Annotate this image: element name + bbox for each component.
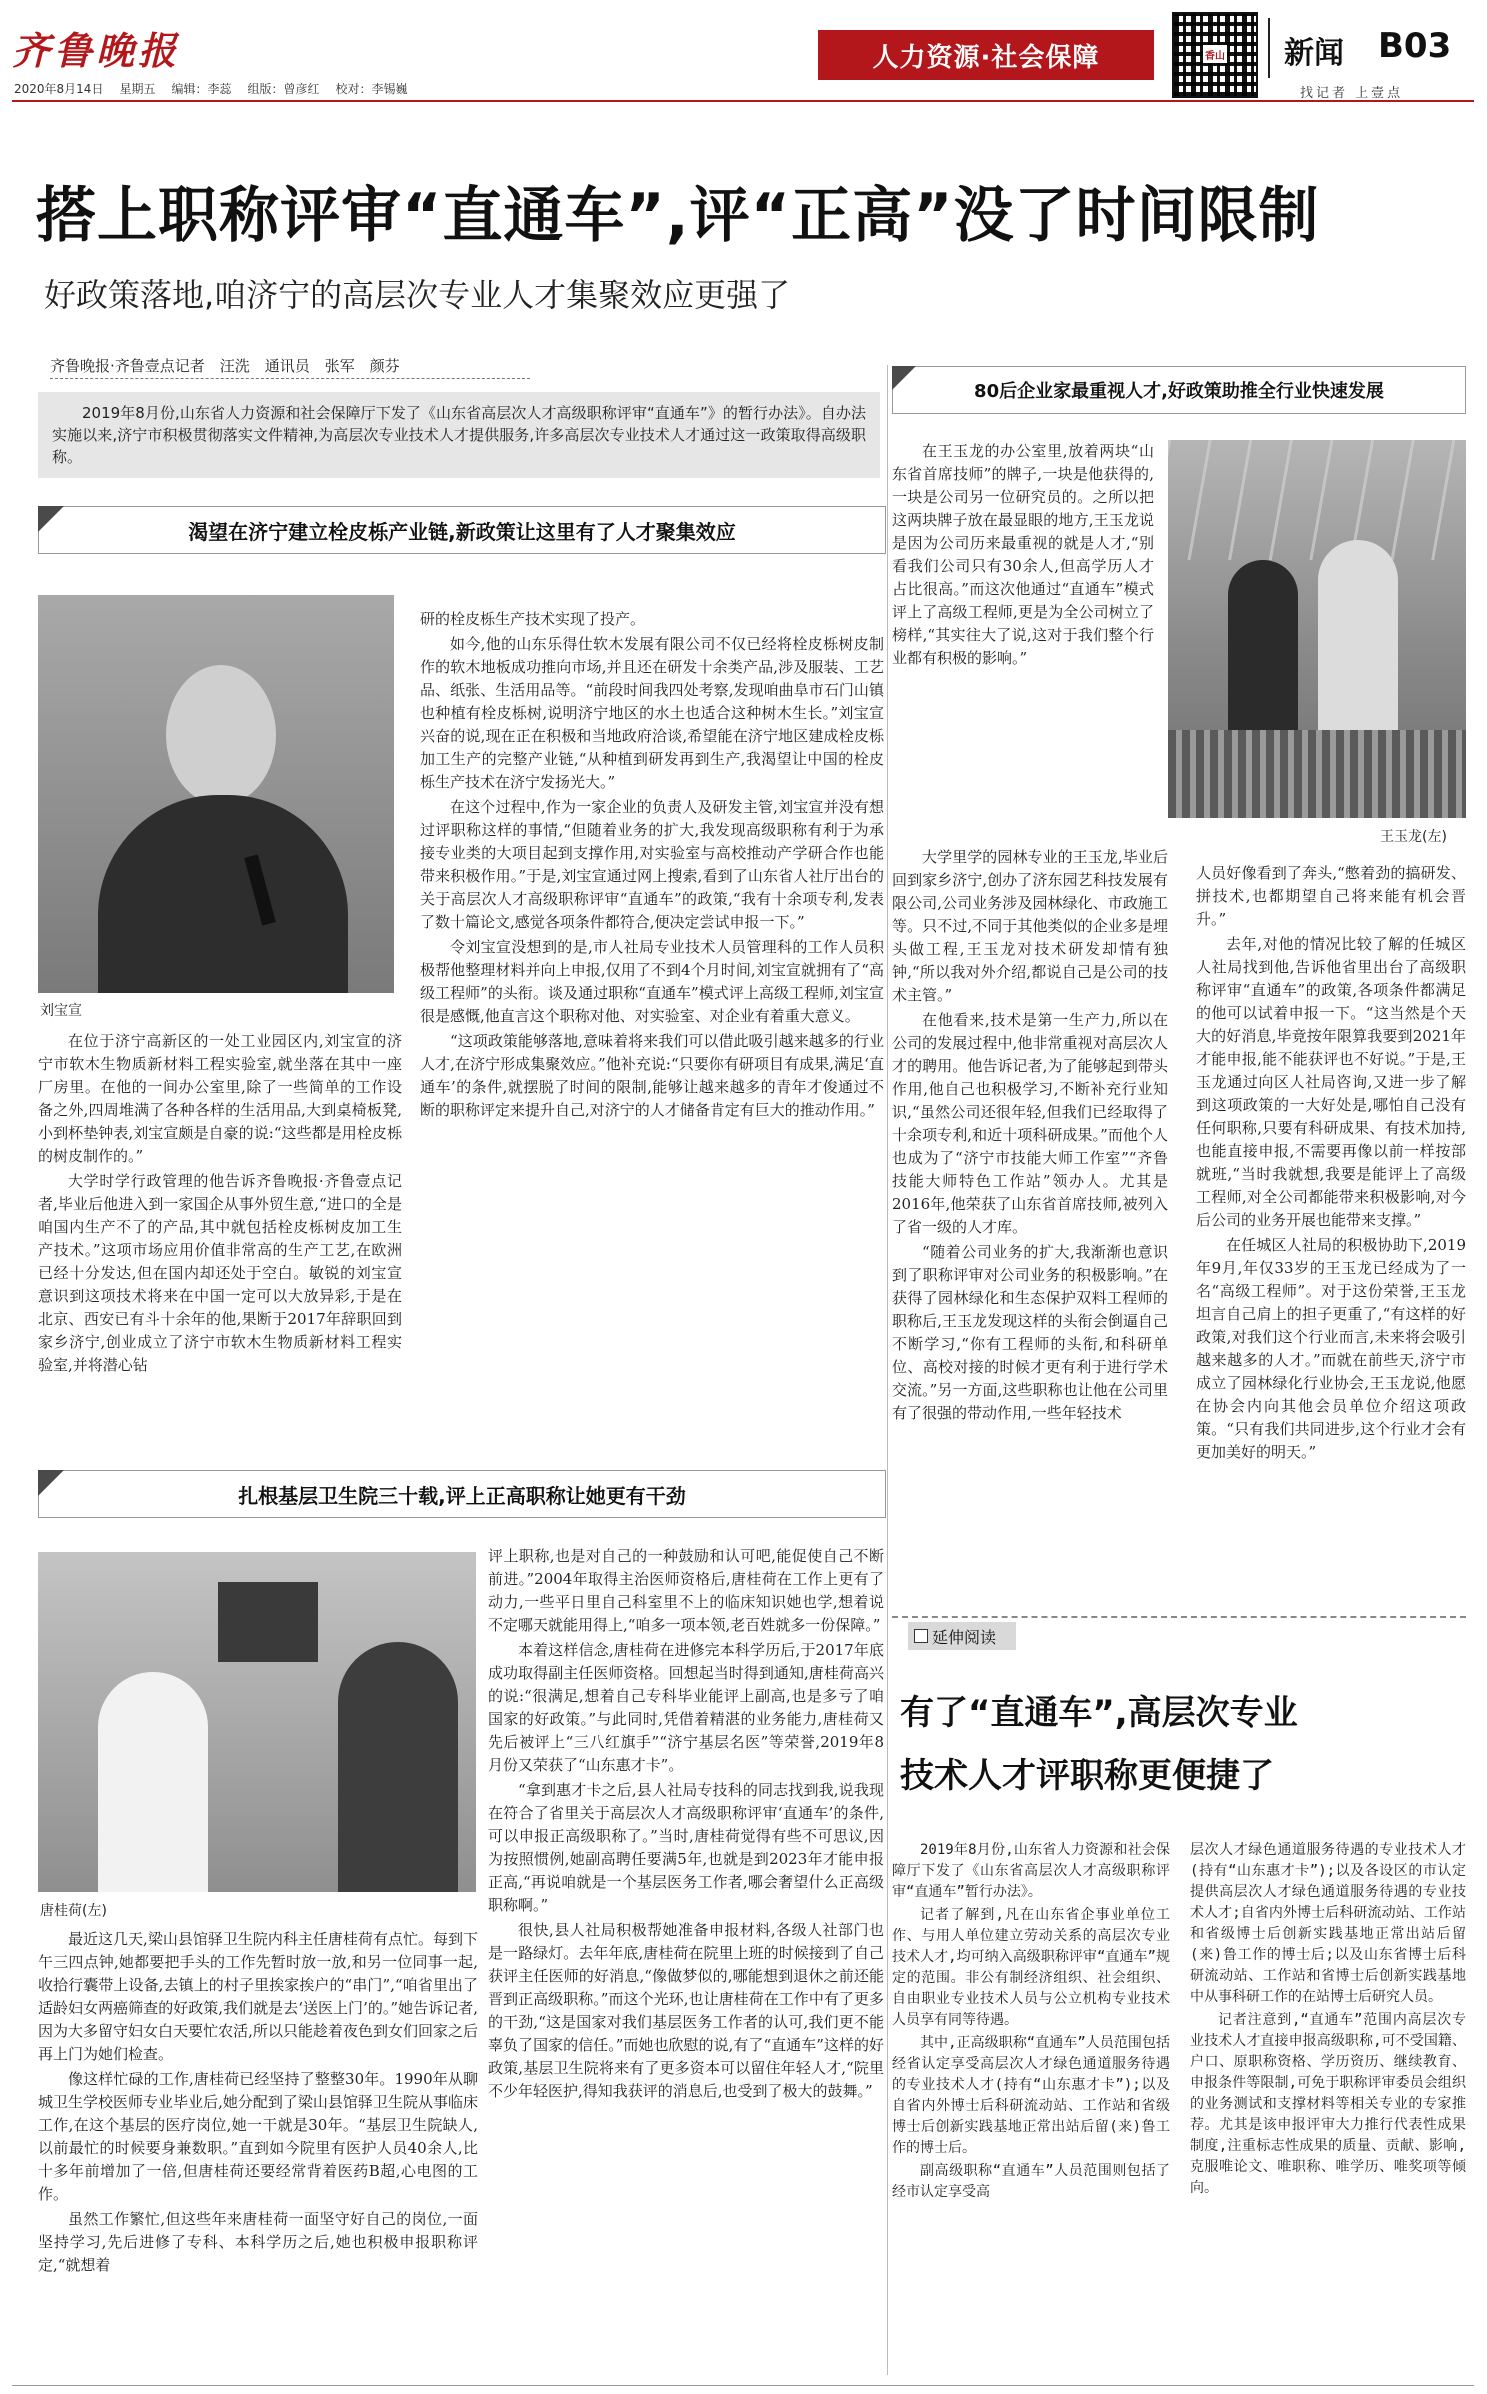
extended-reading-tag: [908, 1622, 1016, 1650]
sidebar-paragraph: 记者了解到,凡在山东省企事业单位工作、与用人单位建立劳动关系的高层次专业技术人才,均可纳入高级职称评审“直通车”规定的范围。非公有制经济组织、社会组织、自由职业专业技术人员与公立机构专业技术人员享有同等待遇。: [892, 1907, 1170, 2028]
sidebar-headline-line1: 有了“直通车”,高层次专业: [900, 1693, 1298, 1733]
section2-photo: [1168, 440, 1466, 818]
section3-photo-caption: 唐桂荷(左): [40, 1903, 107, 1919]
greenhouse-beams: [1168, 440, 1466, 560]
section2-paragraph: 在他看来,技术是第一生产力,所以在公司的发展过程中,他非常重视对高层次人才的聘用。他告诉记者,为了能够起到带头作用,他自己也积极学习,不断补充行业知识,“虽然公司还很年轻,但我们已经取得了十余项专利,和近十项科研成果。”而他个人也成为了“济宁市技能大师工作室”“齐鲁技能大师特色工作站”领办人。尤其是2016年,他荣获了山东省首席技师,被列入了省一级的人才库。: [892, 1011, 1168, 1236]
page-number: B03: [1378, 26, 1452, 66]
editor-credit: 编辑：李蕊: [171, 82, 232, 96]
section2-paragraph: 人员好像看到了奔头,“憋着劲的搞研发、拼技术,也都期望自己将来能有机会晋升。”: [1196, 864, 1466, 928]
section2-paragraph: 去年,对他的情况比较了解的任城区人社局找到他,告诉他省里出台了高级职称评审“直通车”的政策,各项条件都满足的他可以试着申报一下。“这当然是个天大的好消息,毕竟按年限算我要到2021年才能申报,能不能获评也不好说。”于是,王玉龙通过向区人社局咨询,又进一步了解到这项政策的一大好处是,哪怕自己没有任何职称,只要有科研成果、有技术加持,也能直接申报,不需要再像以前一样按部就班,“当时我就想,我要是能评上了高级工程师,对全公司都能带来积极影响,对今后公司的业务开展也能带来支撑。”: [1196, 935, 1466, 1229]
proofreader-credit: 校对：李锡巍: [335, 82, 408, 96]
column-rule-vertical: [887, 365, 888, 2375]
main-headline: 搭上职称评审“直通车”,评“正高”没了时间限制: [36, 181, 1320, 251]
section1-paragraph: 在这个过程中,作为一家企业的负责人及研发主管,刘宝宣并没有想过评职称这样的事情,“但随着业务的扩大,我发现高级职称有利于为承接专业类的大项目起到支撑作用,对实验室与高校推动产学研合作也能带来积极作用。”于是,刘宝宣通过网上搜索,看到了山东省人社厅出台的关于高层次人才高级职称评审“直通车”的政策,“我有十余项专利,发表了数十篇论文,感觉各项条件都符合,便决定尝试申报一下。”: [420, 798, 884, 931]
section1-title: 渴望在济宁建立栓皮栎产业链,新政策让这里有了人才聚集效应: [188, 519, 736, 544]
section3-column-1: [38, 1928, 478, 2279]
main-subtitle: 好政策落地,咱济宁的高层次专业人才集聚效应更强了: [44, 276, 791, 314]
section3-paragraph: 像这样忙碌的工作,唐桂荷已经坚持了整整30年。1990年从聊城卫生学校医师专业毕业后,她分配到了梁山县馆驿卫生院从事临床工作,在这个基层的医疗岗位,她一干就是30年。“基层卫生院缺人,以前最忙的时候要身兼数职。”直到如今院里有医护人员40余人,比十多年前增加了一倍,但唐桂荷还要经常背着医药B超,心电图的工作。: [38, 2070, 478, 2203]
section2-column-right: [1196, 862, 1466, 1466]
issue-date: 2020年8月14日: [14, 82, 104, 96]
byline: 齐鲁晚报·齐鲁壹点记者 汪洗 通讯员 张军 颜芬: [50, 357, 400, 375]
extended-reading-label: 延伸阅读: [932, 1627, 997, 1647]
section1-paragraph: 大学时学行政管理的他告诉齐鲁晚报·齐鲁壹点记者,毕业后他进入到一家国企从事外贸生意,“进口的全是咱国内生产不了的产品,其中就包括栓皮栎树皮加工生产技术。”这项市场应用价值非常高的生产工艺,在欧洲已经十分发达,但在国内却还处于空白。敏锐的刘宝宣意识到这项技术将来在中国一定可以大放异彩,于是在北京、西安已有斗十余年的他,果断于2017年辞职回到家乡济宁,创业成立了济宁市软木生物质新材料工程实验室,并将潜心钻: [38, 1172, 402, 1374]
section1-paragraph: 如今,他的山东乐得仕软木发展有限公司不仅已经将栓皮栎树皮制作的软木地板成功推向市场,并且还在研发十余类产品,涉及服装、工艺品、纸张、生活用品等。“前段时间我四处考察,发现咱曲阜市石门山镇也种植有栓皮栎树,说明济宁地区的水土也适合这种树木生长。”刘宝宣兴奋的说,现在正在积极和当地政府洽谈,希望能在济宁地区建成栓皮栎加工生产的完整产业链,“从种植到研发再到生产,我渴望让中国的栓皮栎生产技术在济宁发扬光大。”: [420, 635, 884, 791]
issue-weekday: 星期五: [119, 82, 156, 96]
section1-photo-caption: 刘宝宣: [40, 1003, 82, 1019]
sidebar-paragraph: 副高级职称“直通车”人员范围则包括了经市认定享受高: [892, 2163, 1170, 2200]
section2-column-top: [892, 440, 1154, 672]
sidebar-paragraph: 层次人才绿色通道服务待遇的专业技术人才(持有“山东惠才卡”);以及各设区的市认定提供高层次人才绿色通道服务待遇的专业技术人才;自省内外博士后科研流动站、工作站和省级博士后创新实践基地正常出站后留(来)鲁工作的博士后;以及山东省博士后科研流动站、工作站和省博士后创新实践基地中从事科研工作的在站博士后研究人员。: [1190, 1842, 1466, 2005]
section3-paragraph: 很快,县人社局积极帮她准备申报材料,各级人社部门也是一路绿灯。去年年底,唐桂荷在院里上班的时候接到了自己获评主任医师的好消息,“像做梦似的,哪能想到退休之前还能晋到正高级职称。”而这个光环,也让唐桂荷在工作中有了更多的干劲,“这是国家对我们基层医务工作者的认可,我们更不能辜负了国家的信任。”而她也欣慰的说,有了“直通车”这样的好政策,基层卫生院将来有了更多资本可以留住年轻人才,“院里不少年轻医护,得知我获评的消息后,也受到了极大的鼓舞。”: [488, 1921, 884, 2100]
section3-column-2: [488, 1545, 884, 2105]
sidebar-paragraph: 其中,正高级职称“直通车”人员范围包括经省认定享受高层次人才绿色通道服务待遇的专业技术人才(持有“山东惠才卡”);以及自省内外博士后科研流动站、工作站和省级博士后创新实践基地正常出站后留(来)鲁工作的博士后。: [892, 2035, 1170, 2156]
section1-banner-corner: [38, 506, 64, 532]
section2-paragraph: 在任城区人社局的积极协助下,2019年9月,年仅33岁的王玉龙已经成为了一名“高级工程师”。对于这份荣誉,王玉龙坦言自己肩上的担子更重了,“有这样的好政策,对我们这个行业而言,未来将会吸引越来越多的人才。”而就在前些天,济宁市成立了园林绿化行业协会,王玉龙说,他愿在协会内向其他会员单位介绍这项政策。“只有我们共同进步,这个行业才会有更加美好的明天。”: [1196, 1236, 1466, 1461]
patient-figure: [338, 1642, 458, 1892]
section1-column-2: [420, 608, 884, 1124]
section-label: [818, 30, 1154, 80]
sidebar-headline-line2: 技术人才评职称更便捷了: [900, 1756, 1274, 1796]
sidebar-divider: [892, 1616, 1466, 1618]
section1-paragraph: “这项政策能够落地,意味着将来我们可以借此吸引越来越多的行业人才,在济宁形成集聚效应。”他补充说:“只要你有研项目有成果,满足‘直通车’的条件,就摆脱了时间的限制,能够让越来越多的青年才俊通过不断的职称评定来提升自己,对济宁的人才储备肯定有巨大的推动作用。”: [420, 1032, 884, 1119]
section3-title: 扎根基层卫生院三十载,评上正高职称让她更有干劲: [238, 1483, 686, 1508]
section3-paragraph: 评上职称,也是对自己的一种鼓励和认可吧,能促使自己不断前进。”2004年取得主治医师资格后,唐桂荷在工作上更有了动力,一些平日里自己科室里不上的临床知识她也学,想着说不定哪天就能用得上,“咱多一项本领,老百姓就多一份保障。”: [488, 1547, 884, 1634]
monitor: [218, 1582, 318, 1662]
qr-center-text: 香山: [1205, 50, 1225, 62]
sidebar-paragraph: 记者注意到,“直通车”范围内高层次专业技术人才直接申报高级职称,可不受国籍、户口、原职称资格、学历资历、继续教育、申报条件等限制,可免于职称评审委员会组织的业务测试和支撑材料等相关专业的专家推荐。尤其是该申报评审大力推行代表性成果制度,注重标志性成果的质量、贡献、影响,克服唯论文、唯职称、唯学历、唯奖项等倾向。: [1190, 2012, 1466, 2196]
newspaper-logo: 齐鲁晚报: [12, 28, 181, 73]
section3-photo: [38, 1552, 476, 1892]
masthead-rule: [12, 100, 1474, 102]
section1-paragraph: 研的栓皮栎生产技术实现了投产。: [420, 610, 646, 628]
doctor-figure: [98, 1672, 208, 1892]
reporter-tagline: 找记者 上壹点: [1300, 86, 1404, 101]
page-bottom-rule: [12, 2385, 1474, 2386]
document-icon: [914, 1629, 928, 1643]
plant-tables: [1168, 730, 1466, 818]
section3-paragraph: 最近这几天,梁山县馆驿卫生院内科主任唐桂荷有点忙。每到下午三四点钟,她都要把手头的工作先暂时放一放,和另一位同事一起,收拾行囊带上设备,去镇上的村子里挨家挨户的“串门”,“咱省里出了适龄妇女两癌筛查的好政策,我们就是去‘送医上门’的。”她告诉记者,因为大多留守妇女白天要忙农活,所以只能趁着夜色到女们回家之后再上门为她们检查。: [38, 1930, 478, 2063]
portrait-head: [166, 665, 276, 805]
byline-rule: [50, 378, 530, 379]
news-label: 新闻: [1284, 36, 1344, 71]
lead-text: 2019年8月份,山东省人力资源和社会保障厅下发了《山东省高层次人才高级职称评审“直通车”》的暂行办法》。自办法实施以来,济宁市积极贯彻落实文件精神,为高层次专业技术人才提供服务,许多高层次专业技术人才通过这一政策取得高级职称。: [52, 404, 866, 466]
section2-paragraph: 大学里学的园林专业的王玉龙,毕业后回到家乡济宁,创办了济东园艺科技发展有限公司,公司业务涉及园林绿化、市政施工等。只不过,不同于其他类似的企业多是埋头做工程,王玉龙对技术研发却情有独钟,“所以我对外介绍,都说自己是公司的技术主管。”: [892, 848, 1168, 1004]
section1-paragraph: 令刘宝宣没想到的是,市人社局专业技术人员管理科的工作人员积极帮他整理材料并向上申报,仅用了不到4个月时间,刘宝宣就拥有了“高级工程师”的头衔。谈及通过职称“直通车”模式评上高级工程师,刘宝宣很是感慨,他直言这个职称对他、对实验室、对企业有着重大意义。: [420, 938, 884, 1025]
person-right: [1318, 540, 1398, 750]
sidebar-column-1: [892, 1840, 1170, 2205]
section3-banner: [38, 1470, 886, 1518]
section1-banner: [38, 506, 886, 554]
sidebar-column-2: [1190, 1840, 1466, 2201]
section2-photo-caption: 王玉龙(左): [1380, 829, 1447, 845]
designer-credit: 组版：曾彦红: [247, 82, 320, 96]
qr-code[interactable]: [1172, 12, 1258, 98]
section2-column-bottom: [892, 846, 1168, 1427]
masthead-divider: [1268, 18, 1270, 78]
sidebar-paragraph: 2019年8月份,山东省人力资源和社会保障厅下发了《山东省高层次人才高级职称评审“直通车”暂行办法》。: [892, 1842, 1170, 1900]
masthead: [0, 0, 1487, 110]
section2-paragraph: “随着公司业务的扩大,我渐渐也意识到了职称评审对公司业务的积极影响。”在获得了园林绿化和生态保护双料工程师的职称后,王玉龙发现这样的头衔会倒逼自己不断学习,“你有工程师的头衔,和科研单位、高校对接的时候才更有利于进行学术交流。”另一方面,这些职称也让他在公司里有了很强的带动作用,一些年轻技术: [892, 1243, 1168, 1422]
section3-paragraph: “拿到惠才卡之后,县人社局专技科的同志找到我,说我现在符合了省里关于高层次人才高级职称评审‘直通车’的条件,可以申报正高级职称了。”当时,唐桂荷觉得有些不可思议,因为按照惯例,她副高聘任要满5年,也就是到2023年才能申报正高,“再说咱就是一个基层医务工作者,哪会奢望什么正高级职称啊。”: [488, 1781, 884, 1914]
portrait-body: [98, 795, 348, 993]
section3-paragraph: 虽然工作繁忙,但这些年来唐桂荷一面坚守好自己的岗位,一面坚持学习,先后进修了专科、本科学历之后,她也积极申报职称评定,“就想着: [38, 2210, 478, 2274]
person-left: [1228, 560, 1298, 750]
lead-paragraph: [38, 392, 880, 478]
section2-title: 80后企业家最重视人才,好政策助推全行业快速发展: [974, 381, 1384, 402]
section1-column-1: [38, 1030, 402, 1379]
section1-paragraph: 在位于济宁高新区的一处工业园区内,刘宝宣的济宁市软木生物质新材料工程实验室,就坐落在其中一座厂房里。在他的一间办公室里,除了一些简单的工作设备之外,四周堆满了各种各样的生活用品,大到桌椅板凳,小到杯垫钟表,刘宝宣颇是自豪的说:“这些都是用栓皮栎的树皮制作的。”: [38, 1032, 402, 1165]
section2-banner-corner: [892, 366, 916, 390]
section3-paragraph: 本着这样信念,唐桂荷在进修完本科学历后,于2017年底成功取得副主任医师资格。回想起当时得到通知,唐桂荷高兴的说:“很满足,想着自己专科毕业能评上副高,也是多亏了咱国家的好政策。”与此同时,凭借着精湛的业务能力,唐桂荷又先后被评上“三八红旗手”“济宁基层名医”等荣誉,2019年8月份又荣获了“山东惠才卡”。: [488, 1641, 884, 1774]
section1-photo: [38, 595, 394, 993]
qr-center-logo: [1203, 45, 1227, 63]
section3-banner-corner: [38, 1470, 64, 1496]
section2-banner: [892, 366, 1466, 414]
section2-paragraph: 在王玉龙的办公室里,放着两块“山东省首席技师”的牌子,一块是他获得的,一块是公司另一位研究员的。之所以把这两块牌子放在最显眼的地方,王玉龙说是因为公司历来最重视的就是人才,“别看我们公司只有30余人,但高学历人才占比很高。”而这次他通过“直通车”模式评上了高级工程师,更是为全公司树立了榜样,“其实往大了说,这对于我们整个行业都有积极的影响。”: [892, 442, 1154, 667]
section-label-text: 人力资源·社会保障: [872, 42, 1100, 73]
